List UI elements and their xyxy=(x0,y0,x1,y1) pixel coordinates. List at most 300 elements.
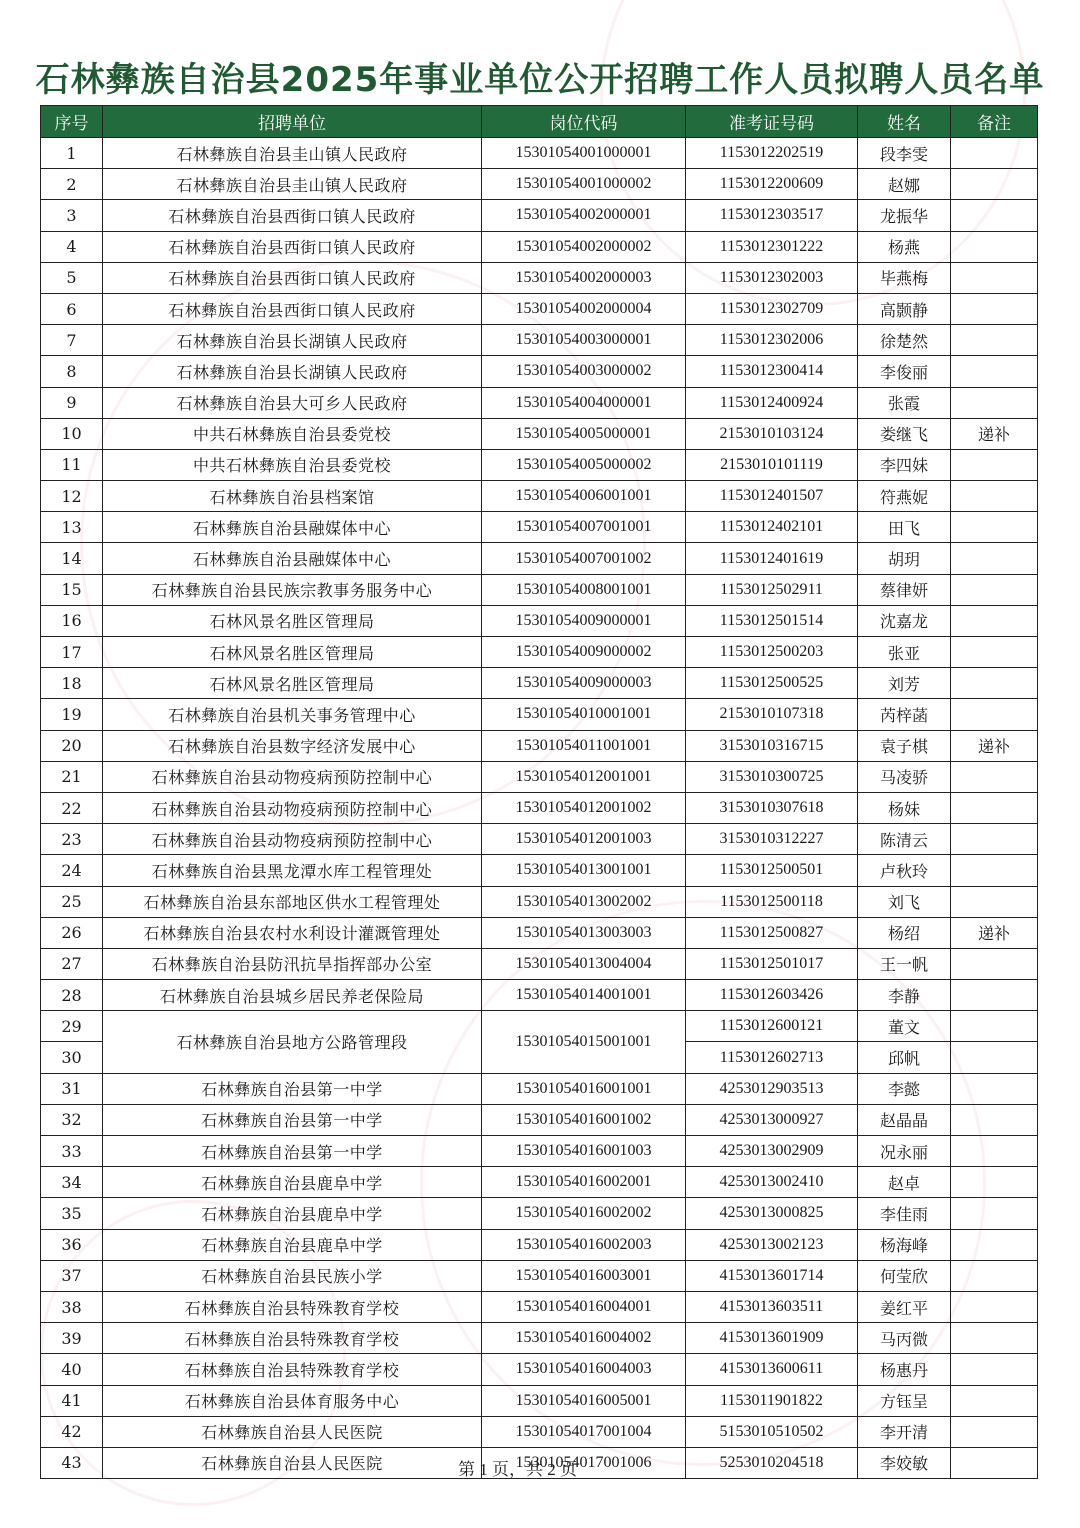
table-row xyxy=(41,449,1038,480)
row-name: 赵卓 xyxy=(858,1167,951,1198)
row-note xyxy=(951,824,1038,855)
row-note xyxy=(951,886,1038,917)
row-code: 15301054003000002 xyxy=(482,356,686,387)
row-code-merged: 15301054015001001 xyxy=(482,1011,686,1073)
row-code: 15301054002000001 xyxy=(482,200,686,231)
row-unit: 石林风景名胜区管理局 xyxy=(103,668,482,699)
row-index: 42 xyxy=(41,1416,103,1447)
row-index: 5 xyxy=(41,262,103,293)
row-name: 赵娜 xyxy=(858,169,951,200)
table-row xyxy=(41,1136,1038,1167)
table-row xyxy=(41,293,1038,324)
table-row xyxy=(41,387,1038,418)
table-row xyxy=(41,1323,1038,1354)
row-index: 18 xyxy=(41,668,103,699)
row-index: 41 xyxy=(41,1385,103,1416)
row-name: 董文 xyxy=(858,1011,951,1042)
table-row xyxy=(41,1291,1038,1322)
row-name: 况永丽 xyxy=(858,1136,951,1167)
row-name: 袁子棋 xyxy=(858,730,951,761)
row-note: 递补 xyxy=(951,917,1038,948)
row-code: 15301054012001002 xyxy=(482,792,686,823)
table-row xyxy=(41,1011,1038,1042)
row-note xyxy=(951,792,1038,823)
row-ticket: 1153012302003 xyxy=(686,262,858,293)
row-index: 28 xyxy=(41,980,103,1011)
row-index: 32 xyxy=(41,1104,103,1135)
row-unit: 石林彝族自治县西街口镇人民政府 xyxy=(103,262,482,293)
header-note: 备注 xyxy=(951,106,1038,138)
row-name: 卢秋玲 xyxy=(858,855,951,886)
row-unit: 石林彝族自治县体育服务中心 xyxy=(103,1385,482,1416)
row-ticket: 1153012202519 xyxy=(686,138,858,169)
row-note xyxy=(951,1229,1038,1260)
row-name: 杨妹 xyxy=(858,792,951,823)
row-note xyxy=(951,481,1038,512)
row-unit: 中共石林彝族自治县委党校 xyxy=(103,449,482,480)
table-row xyxy=(41,637,1038,668)
row-note: 递补 xyxy=(951,418,1038,449)
row-code: 15301054013004004 xyxy=(482,948,686,979)
table-row xyxy=(41,231,1038,262)
row-code: 15301054002000004 xyxy=(482,293,686,324)
row-unit: 石林彝族自治县东部地区供水工程管理处 xyxy=(103,886,482,917)
row-index: 37 xyxy=(41,1260,103,1291)
row-name: 龙振华 xyxy=(858,200,951,231)
row-index: 20 xyxy=(41,730,103,761)
row-name: 徐楚然 xyxy=(858,325,951,356)
row-code: 15301054007001002 xyxy=(482,543,686,574)
table-row xyxy=(41,730,1038,761)
row-note xyxy=(951,1291,1038,1322)
row-code: 15301054017001004 xyxy=(482,1416,686,1447)
table-row xyxy=(41,481,1038,512)
row-code: 15301054001000001 xyxy=(482,138,686,169)
row-ticket: 1153012603426 xyxy=(686,980,858,1011)
table-row xyxy=(41,824,1038,855)
row-code: 15301054016005001 xyxy=(482,1385,686,1416)
table-row xyxy=(41,200,1038,231)
row-code: 15301054011001001 xyxy=(482,730,686,761)
row-code: 15301054014001001 xyxy=(482,980,686,1011)
row-name: 李静 xyxy=(858,980,951,1011)
row-unit: 石林彝族自治县黑龙潭水库工程管理处 xyxy=(103,855,482,886)
row-name: 沈嘉龙 xyxy=(858,605,951,636)
row-index: 29 xyxy=(41,1011,103,1042)
row-ticket: 1153012501514 xyxy=(686,605,858,636)
row-unit: 石林彝族自治县融媒体中心 xyxy=(103,543,482,574)
row-unit: 石林风景名胜区管理局 xyxy=(103,605,482,636)
row-name: 杨燕 xyxy=(858,231,951,262)
row-name: 李俊丽 xyxy=(858,356,951,387)
row-note xyxy=(951,1167,1038,1198)
row-ticket: 1153012302709 xyxy=(686,293,858,324)
row-ticket: 4253013000927 xyxy=(686,1104,858,1135)
row-name: 胡玥 xyxy=(858,543,951,574)
row-note xyxy=(951,512,1038,543)
header-index: 序号 xyxy=(41,106,103,138)
table-row xyxy=(41,792,1038,823)
table-row xyxy=(41,699,1038,730)
row-ticket: 5253010204518 xyxy=(686,1447,858,1478)
row-code: 15301054016001001 xyxy=(482,1073,686,1104)
row-ticket: 1153012400924 xyxy=(686,387,858,418)
row-ticket: 2153010101119 xyxy=(686,449,858,480)
row-name: 段李雯 xyxy=(858,138,951,169)
row-index: 40 xyxy=(41,1354,103,1385)
row-note xyxy=(951,449,1038,480)
row-index: 30 xyxy=(41,1042,103,1073)
row-code: 15301054012001001 xyxy=(482,761,686,792)
row-ticket: 4253013002410 xyxy=(686,1167,858,1198)
row-name: 杨惠丹 xyxy=(858,1354,951,1385)
row-code: 15301054016003001 xyxy=(482,1260,686,1291)
row-name: 李佳雨 xyxy=(858,1198,951,1229)
row-unit: 石林彝族自治县西街口镇人民政府 xyxy=(103,200,482,231)
row-note xyxy=(951,605,1038,636)
row-ticket: 4253013002123 xyxy=(686,1229,858,1260)
row-code: 15301054012001003 xyxy=(482,824,686,855)
row-note xyxy=(951,1136,1038,1167)
row-index: 26 xyxy=(41,917,103,948)
row-name: 刘飞 xyxy=(858,886,951,917)
row-name: 何莹欣 xyxy=(858,1260,951,1291)
row-ticket: 1153012500118 xyxy=(686,886,858,917)
row-ticket: 3153010300725 xyxy=(686,761,858,792)
row-note xyxy=(951,1042,1038,1073)
row-code: 15301054007001001 xyxy=(482,512,686,543)
row-name: 娄继飞 xyxy=(858,418,951,449)
row-unit: 石林彝族自治县长湖镇人民政府 xyxy=(103,325,482,356)
row-name: 高颢静 xyxy=(858,293,951,324)
row-index: 6 xyxy=(41,293,103,324)
row-name: 方钰呈 xyxy=(858,1385,951,1416)
row-ticket: 3153010316715 xyxy=(686,730,858,761)
row-unit: 石林彝族自治县大可乡人民政府 xyxy=(103,387,482,418)
row-ticket: 4153013603511 xyxy=(686,1291,858,1322)
row-code: 15301054016002002 xyxy=(482,1198,686,1229)
table-row xyxy=(41,886,1038,917)
row-name: 田飞 xyxy=(858,512,951,543)
row-unit: 石林彝族自治县人民医院 xyxy=(103,1416,482,1447)
row-note xyxy=(951,980,1038,1011)
row-code: 15301054016004003 xyxy=(482,1354,686,1385)
row-ticket: 1153012500501 xyxy=(686,855,858,886)
row-note xyxy=(951,1447,1038,1478)
row-name: 王一帆 xyxy=(858,948,951,979)
row-index: 43 xyxy=(41,1447,103,1478)
table-row xyxy=(41,917,1038,948)
row-unit: 石林彝族自治县第一中学 xyxy=(103,1136,482,1167)
row-note xyxy=(951,262,1038,293)
table-row xyxy=(41,356,1038,387)
table-row xyxy=(41,1385,1038,1416)
table-row xyxy=(41,169,1038,200)
table-row xyxy=(41,980,1038,1011)
row-ticket: 4153013600611 xyxy=(686,1354,858,1385)
page-title: 石林彝族自治县2025年事业单位公开招聘工作人员拟聘人员名单 xyxy=(35,60,1045,100)
row-code: 15301054001000002 xyxy=(482,169,686,200)
row-unit: 石林彝族自治县鹿阜中学 xyxy=(103,1229,482,1260)
row-index: 36 xyxy=(41,1229,103,1260)
row-ticket: 1153012502911 xyxy=(686,574,858,605)
row-ticket: 2153010107318 xyxy=(686,699,858,730)
table-row xyxy=(41,948,1038,979)
row-code: 15301054009000001 xyxy=(482,605,686,636)
table-row xyxy=(41,1198,1038,1229)
row-code: 15301054002000002 xyxy=(482,231,686,262)
row-name: 马丙微 xyxy=(858,1323,951,1354)
row-ticket: 4153013601909 xyxy=(686,1323,858,1354)
row-note xyxy=(951,169,1038,200)
row-index: 34 xyxy=(41,1167,103,1198)
row-index: 13 xyxy=(41,512,103,543)
row-index: 15 xyxy=(41,574,103,605)
row-code: 15301054016002003 xyxy=(482,1229,686,1260)
row-name: 李开清 xyxy=(858,1416,951,1447)
row-ticket: 1153012301222 xyxy=(686,231,858,262)
row-unit: 石林彝族自治县城乡居民养老保险局 xyxy=(103,980,482,1011)
row-note xyxy=(951,293,1038,324)
row-code: 15301054016002001 xyxy=(482,1167,686,1198)
row-unit: 中共石林彝族自治县委党校 xyxy=(103,418,482,449)
page-footer: 第 1 页，共 2 页 xyxy=(458,1460,577,1479)
row-name: 张亚 xyxy=(858,637,951,668)
row-ticket: 1153012401507 xyxy=(686,481,858,512)
row-name: 刘芳 xyxy=(858,668,951,699)
row-code: 15301054006001001 xyxy=(482,481,686,512)
table-header-row xyxy=(41,106,1038,138)
row-code: 15301054005000002 xyxy=(482,449,686,480)
row-note xyxy=(951,1260,1038,1291)
row-ticket: 4253013002909 xyxy=(686,1136,858,1167)
row-index: 1 xyxy=(41,138,103,169)
row-ticket: 1153011901822 xyxy=(686,1385,858,1416)
row-unit: 石林彝族自治县动物疫病预防控制中心 xyxy=(103,824,482,855)
row-index: 9 xyxy=(41,387,103,418)
row-code: 15301054004000001 xyxy=(482,387,686,418)
row-name: 毕燕梅 xyxy=(858,262,951,293)
row-index: 25 xyxy=(41,886,103,917)
row-code: 15301054016001003 xyxy=(482,1136,686,1167)
table-row xyxy=(41,138,1038,169)
row-ticket: 1153012500525 xyxy=(686,668,858,699)
row-code: 15301054016004002 xyxy=(482,1323,686,1354)
row-note xyxy=(951,699,1038,730)
row-note xyxy=(951,1323,1038,1354)
row-unit: 石林彝族自治县长湖镇人民政府 xyxy=(103,356,482,387)
row-ticket: 1153012500203 xyxy=(686,637,858,668)
table-row xyxy=(41,1260,1038,1291)
row-note xyxy=(951,637,1038,668)
table-row xyxy=(41,855,1038,886)
row-ticket: 1153012300414 xyxy=(686,356,858,387)
row-index: 7 xyxy=(41,325,103,356)
row-unit: 石林彝族自治县民族小学 xyxy=(103,1260,482,1291)
row-index: 24 xyxy=(41,855,103,886)
row-note xyxy=(951,574,1038,605)
row-code: 15301054013003003 xyxy=(482,917,686,948)
row-unit: 石林风景名胜区管理局 xyxy=(103,637,482,668)
row-note xyxy=(951,543,1038,574)
row-name: 姜红平 xyxy=(858,1291,951,1322)
row-index: 33 xyxy=(41,1136,103,1167)
row-index: 35 xyxy=(41,1198,103,1229)
row-ticket: 2153010103124 xyxy=(686,418,858,449)
row-ticket: 1153012501017 xyxy=(686,948,858,979)
row-unit: 石林彝族自治县第一中学 xyxy=(103,1073,482,1104)
row-index: 16 xyxy=(41,605,103,636)
row-unit: 石林彝族自治县特殊教育学校 xyxy=(103,1291,482,1322)
row-name: 李四妹 xyxy=(858,449,951,480)
row-note xyxy=(951,200,1038,231)
row-name: 赵晶晶 xyxy=(858,1104,951,1135)
row-ticket: 3153010312227 xyxy=(686,824,858,855)
row-index: 21 xyxy=(41,761,103,792)
row-note xyxy=(951,138,1038,169)
row-unit-merged: 石林彝族自治县地方公路管理段 xyxy=(103,1011,482,1073)
row-code: 15301054003000001 xyxy=(482,325,686,356)
table-row xyxy=(41,1416,1038,1447)
row-name: 邱帆 xyxy=(858,1042,951,1073)
row-note xyxy=(951,1416,1038,1447)
row-index: 14 xyxy=(41,543,103,574)
row-unit: 石林彝族自治县鹿阜中学 xyxy=(103,1198,482,1229)
table-row xyxy=(41,1167,1038,1198)
row-code: 15301054008001001 xyxy=(482,574,686,605)
row-index: 4 xyxy=(41,231,103,262)
row-index: 19 xyxy=(41,699,103,730)
row-index: 39 xyxy=(41,1323,103,1354)
row-unit: 石林彝族自治县特殊教育学校 xyxy=(103,1354,482,1385)
row-name: 李姣敏 xyxy=(858,1447,951,1478)
header-code: 岗位代码 xyxy=(482,106,686,138)
row-index: 23 xyxy=(41,824,103,855)
row-note xyxy=(951,1011,1038,1042)
table-row xyxy=(41,418,1038,449)
row-index: 31 xyxy=(41,1073,103,1104)
row-name: 杨绍 xyxy=(858,917,951,948)
row-unit: 石林彝族自治县人民医院 xyxy=(103,1447,482,1478)
row-note xyxy=(951,668,1038,699)
row-name: 蔡律妍 xyxy=(858,574,951,605)
row-code: 15301054005000001 xyxy=(482,418,686,449)
row-index: 3 xyxy=(41,200,103,231)
row-ticket: 1153012200609 xyxy=(686,169,858,200)
row-ticket: 3153010307618 xyxy=(686,792,858,823)
row-name: 符燕妮 xyxy=(858,481,951,512)
row-ticket: 1153012600121 xyxy=(686,1011,858,1042)
table-row xyxy=(41,605,1038,636)
row-ticket: 1153012500827 xyxy=(686,917,858,948)
table-row xyxy=(41,1073,1038,1104)
row-ticket: 4153013601714 xyxy=(686,1260,858,1291)
table-row xyxy=(41,262,1038,293)
header-unit: 招聘单位 xyxy=(103,106,482,138)
row-unit: 石林彝族自治县防汛抗旱指挥部办公室 xyxy=(103,948,482,979)
row-index: 11 xyxy=(41,449,103,480)
table-row xyxy=(41,325,1038,356)
row-index: 12 xyxy=(41,481,103,512)
row-ticket: 1153012602713 xyxy=(686,1042,858,1073)
table-row xyxy=(41,1104,1038,1135)
row-ticket: 1153012303517 xyxy=(686,200,858,231)
row-index: 27 xyxy=(41,948,103,979)
row-note xyxy=(951,1354,1038,1385)
row-code: 15301054016004001 xyxy=(482,1291,686,1322)
row-code: 15301054002000003 xyxy=(482,262,686,293)
row-unit: 石林彝族自治县动物疫病预防控制中心 xyxy=(103,761,482,792)
table-body xyxy=(41,138,1038,1479)
row-code: 15301054013001001 xyxy=(482,855,686,886)
row-ticket: 5153010510502 xyxy=(686,1416,858,1447)
row-ticket: 4253012903513 xyxy=(686,1073,858,1104)
table-row xyxy=(41,668,1038,699)
table-row xyxy=(41,761,1038,792)
row-code: 15301054016001002 xyxy=(482,1104,686,1135)
row-ticket: 4253013000825 xyxy=(686,1198,858,1229)
row-index: 22 xyxy=(41,792,103,823)
row-unit: 石林彝族自治县档案馆 xyxy=(103,481,482,512)
row-index: 2 xyxy=(41,169,103,200)
row-ticket: 1153012401619 xyxy=(686,543,858,574)
row-unit: 石林彝族自治县特殊教育学校 xyxy=(103,1323,482,1354)
row-name: 芮梓菡 xyxy=(858,699,951,730)
header-name: 姓名 xyxy=(858,106,951,138)
table-row xyxy=(41,543,1038,574)
row-unit: 石林彝族自治县农村水利设计灌溉管理处 xyxy=(103,917,482,948)
table-row xyxy=(41,1229,1038,1260)
row-unit: 石林彝族自治县西街口镇人民政府 xyxy=(103,293,482,324)
row-index: 8 xyxy=(41,356,103,387)
row-unit: 石林彝族自治县机关事务管理中心 xyxy=(103,699,482,730)
row-note xyxy=(951,356,1038,387)
row-note xyxy=(951,231,1038,262)
row-name: 李懿 xyxy=(858,1073,951,1104)
row-code: 15301054010001001 xyxy=(482,699,686,730)
row-note xyxy=(951,1198,1038,1229)
row-unit: 石林彝族自治县鹿阜中学 xyxy=(103,1167,482,1198)
row-unit: 石林彝族自治县圭山镇人民政府 xyxy=(103,169,482,200)
table-row xyxy=(41,574,1038,605)
row-name: 杨海峰 xyxy=(858,1229,951,1260)
row-code: 15301054013002002 xyxy=(482,886,686,917)
row-index: 17 xyxy=(41,637,103,668)
row-note xyxy=(951,948,1038,979)
table-row xyxy=(41,512,1038,543)
row-unit: 石林彝族自治县动物疫病预防控制中心 xyxy=(103,792,482,823)
row-unit: 石林彝族自治县数字经济发展中心 xyxy=(103,730,482,761)
row-note xyxy=(951,325,1038,356)
row-ticket: 1153012402101 xyxy=(686,512,858,543)
row-name: 陈清云 xyxy=(858,824,951,855)
row-unit: 石林彝族自治县民族宗教事务服务中心 xyxy=(103,574,482,605)
row-ticket: 1153012302006 xyxy=(686,325,858,356)
table-row xyxy=(41,1354,1038,1385)
row-code: 15301054017001006 xyxy=(482,1447,686,1478)
row-note xyxy=(951,761,1038,792)
row-note xyxy=(951,855,1038,886)
row-index: 10 xyxy=(41,418,103,449)
hiring-roster-table xyxy=(40,105,1038,1479)
row-unit: 石林彝族自治县西街口镇人民政府 xyxy=(103,231,482,262)
row-note xyxy=(951,387,1038,418)
row-note: 递补 xyxy=(951,730,1038,761)
row-note xyxy=(951,1104,1038,1135)
row-unit: 石林彝族自治县第一中学 xyxy=(103,1104,482,1135)
header-ticket: 准考证号码 xyxy=(686,106,858,138)
row-name: 马凌骄 xyxy=(858,761,951,792)
